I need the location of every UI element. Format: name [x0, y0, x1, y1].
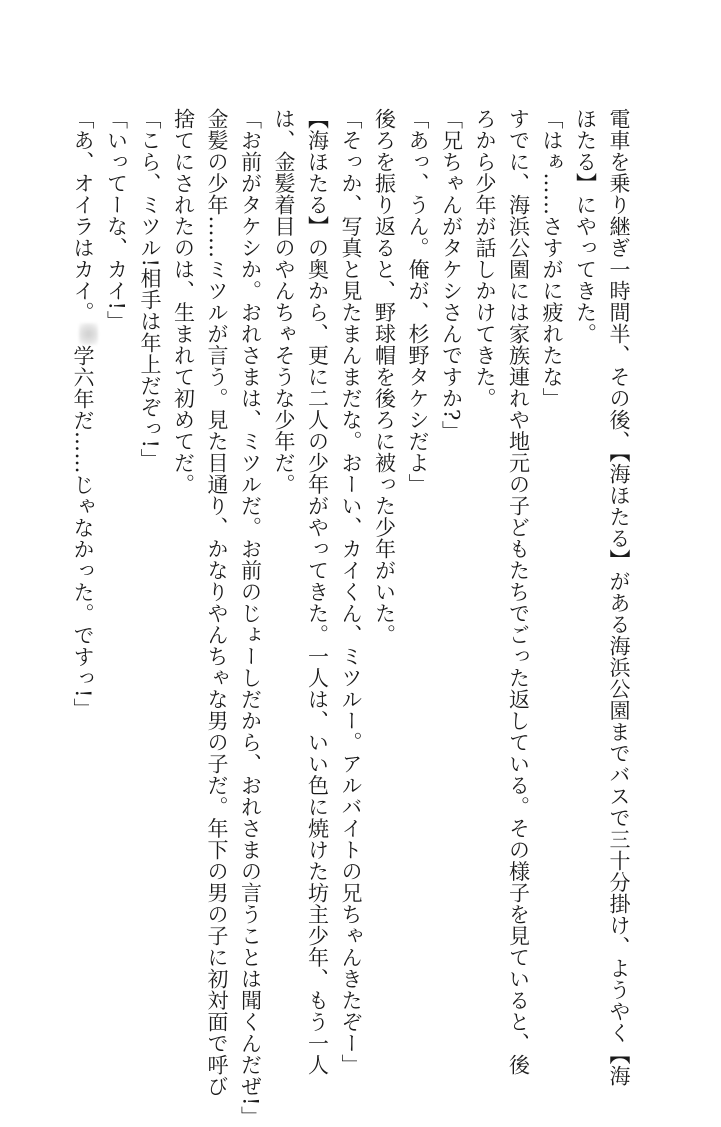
- text-line-6: 「兄ちゃんがタケシさんですか?」: [439, 108, 464, 443]
- text-line-1: 電車を乗り継ぎ一時間半、その後、【海ほたる】がある海浜公園までバスで三十分掛け、ようやく【海: [607, 108, 631, 1087]
- text-line-17-before: 「あ、オイラはカイ。: [71, 108, 95, 323]
- text-line-17-after: 学六年だ……じゃなかった。ですっ!」: [71, 345, 95, 720]
- text-line-14: 捨てにされたのは、生まれて初めてだ。: [171, 108, 196, 495]
- text-line-11: は、金髪着目のやんちゃそうな少年だ。: [272, 108, 296, 495]
- text-line-5: ろから少年が話しかけてきた。: [473, 108, 497, 409]
- text-line-12: 「お前がタケシか。おれさまは、ミツルだ。お前のじょーしだから、おれさまの言うことは聞くんだぜ!」: [238, 108, 263, 1127]
- text-line-10: 【海ほたる】の奥から、更に二人の少年がやってきた。一人は、いい色に焼けた坊主少年、もう一人: [305, 108, 330, 1076]
- text-line-4: すでに、海浜公園には家族連れや地元の子どもたちでごった返している。その様子を見ていると、後: [506, 108, 531, 1076]
- text-line-15: 「こら、ミツル!相手は年上だぞっ!」: [138, 108, 162, 470]
- text-line-16: 「いってーな、カイ!」: [104, 108, 129, 332]
- text-line-9: 「そっか、写真と見たまんまだな。おーい、カイくん、ミツルー。アルバイトの兄ちゃんきたぞー」: [339, 108, 363, 1076]
- text-line-7: 「あっ、うん。俺が、杉野タケシだよ」: [406, 108, 430, 495]
- text-line-13: 金髪の少年……ミツルが言う。見た目通り、かなりやんちゃな男の子だ。年下の男の子に初対面で呼び: [205, 108, 229, 1097]
- text-line-3: 「はぁ……さすがに疲れたな」: [540, 108, 564, 409]
- vertical-text-block: [66, 108, 636, 1127]
- text-line-17: [66, 108, 100, 938]
- text-line-2: ほたる】にやってきた。: [573, 108, 598, 345]
- text-line-8: 後ろを振り返ると、野球帽を後ろに被った少年がいた。: [372, 108, 397, 646]
- blurred-character: [79, 323, 98, 345]
